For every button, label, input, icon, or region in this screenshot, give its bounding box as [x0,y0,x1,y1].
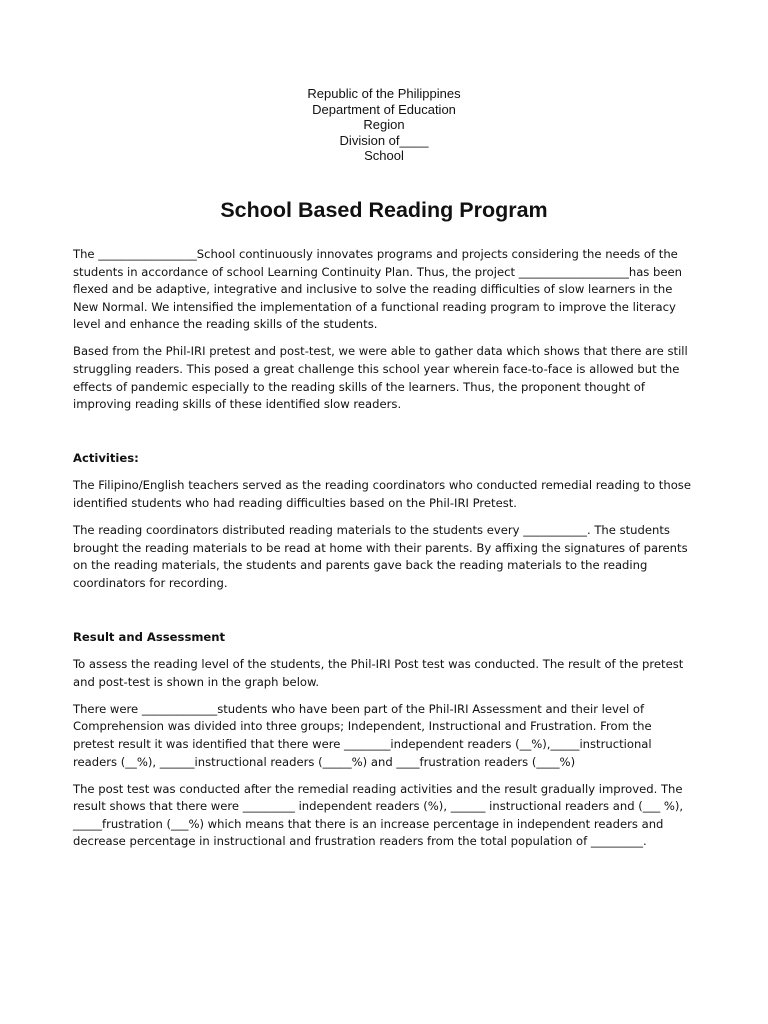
activities-paragraph-1: The Filipino/English teachers served as the reading coordinators who conducted remedial reading to those identified students who had reading difficulties based on the Phil-IRI Pretest. [73,478,691,511]
intro-paragraph-1: The _________________School continuously innovates programs and projects considering the needs of the students in accordance of school Learning Continuity Plan. Thus, the project ___________________has been flexed and be adaptive, integrative and inclusive to solve the reading difficulties of slow learners in the New Normal. We intensified the implementation of a functional reading program to improve the literacy level and enhance the reading skills of the students. [73,247,683,332]
header-republic: Republic of the Philippines [307,86,461,101]
result-heading: Result and Assessment [73,630,226,644]
result-paragraph-3: The post test was conducted after the remedial reading activities and the result gradually improved. The result shows that there were _________ independent readers (%), ______ instructional readers and (___ %), _____frustration (___%) which means that there is an increase percentage in independent readers and decrease percentage in instructional and frustration readers from the total population of _________. [73,781,684,849]
intro-paragraph-2: Based from the Phil-IRI pretest and post-test, we were able to gather data which shows that there are still struggling readers. This posed a great challenge this school year wherein face-to-face is allowed but the effects of pandemic especially to the reading skills of the learners. Thus, the proponent thought of improving reading skills of these identified slow readers. [73,344,688,412]
activities-heading: Activities: [73,451,139,466]
activities-paragraph-2: The reading coordinators distributed reading materials to the students every ___________. The students brought the reading materials to be read at home with their parents. By affixing the signatures of parents on the reading materials, the students and parents gave back the reading materials to the reading coordinators for recording. [73,523,688,590]
section-spacer [73,602,695,629]
header-region: Region [363,117,405,132]
section-spacer [73,423,695,450]
header-division: Division of____ [339,132,429,148]
result-paragraph-1: To assess the reading level of the students, the Phil-IRI Post test was conducted. The result of the pretest and post-test is shown in the graph below. [73,657,684,689]
result-paragraph-2: There were _____________students who have been part of the Phil-IRI Assessment and their level of Comprehension was divided into three groups; Independent, Instructional and Frustration. From the pretest result it was identified that there were ________independent readers (__%),_____instructional readers (__%), ______instructional readers (_____%) and ____frustration readers (____%) [73,701,652,769]
header-school: School [364,148,404,163]
header-department: Department of Education [312,101,456,117]
document-header [0,86,768,164]
document-title: School Based Reading Program [220,198,548,222]
document-body [73,246,695,861]
